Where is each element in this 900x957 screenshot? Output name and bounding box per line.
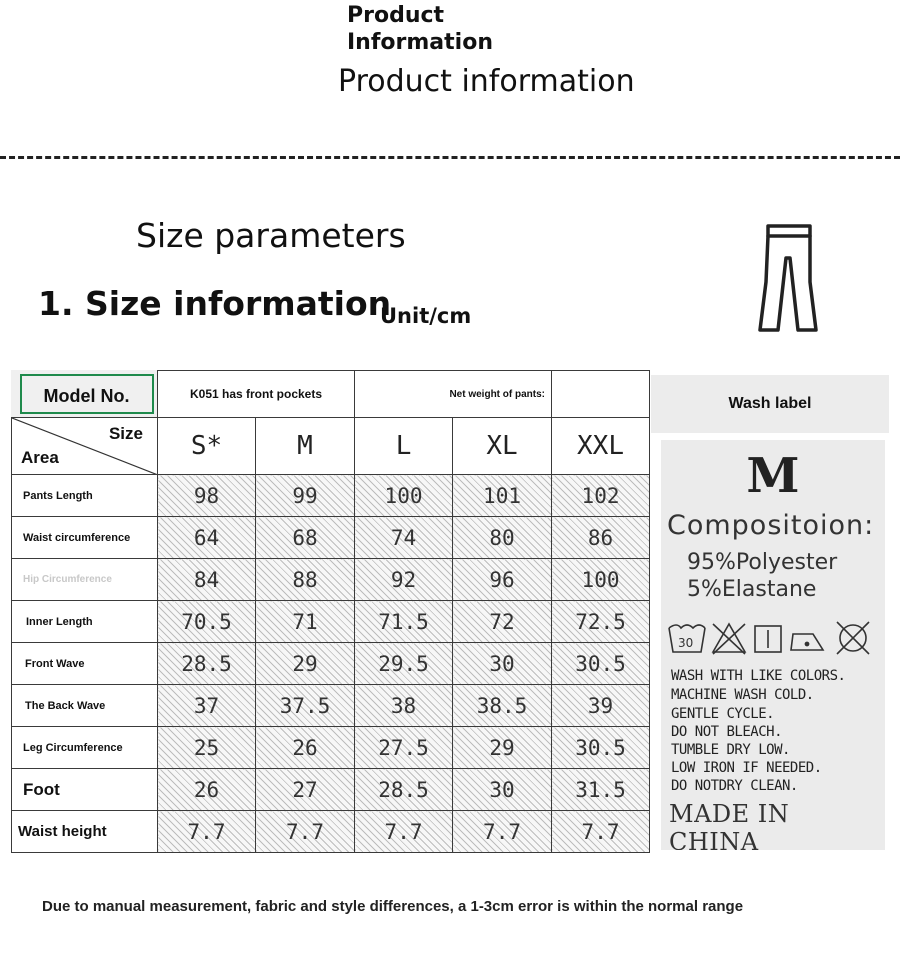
table-cell: 72 <box>453 601 552 643</box>
table-row <box>12 727 650 769</box>
page-subtitle: Product information <box>338 64 635 99</box>
table-cell: 27 <box>256 769 355 811</box>
table-cell: 96 <box>453 559 552 601</box>
care-line: TUMBLE DRY LOW. <box>671 742 790 758</box>
net-weight-value <box>552 371 650 418</box>
model-cell <box>12 371 158 418</box>
row-label: Hip Circumference <box>12 559 158 601</box>
table-cell: 64 <box>158 517 256 559</box>
size-header-row <box>12 418 650 475</box>
care-line: DO NOT BLEACH. <box>671 724 783 740</box>
care-line: LOW IRON IF NEEDED. <box>671 760 822 776</box>
size-header: M <box>256 418 355 475</box>
size-parameters-heading: Size parameters <box>136 216 406 255</box>
table-cell: 7.7 <box>158 811 256 853</box>
row-label: The Back Wave <box>12 685 158 727</box>
table-cell: 37.5 <box>256 685 355 727</box>
table-cell: 29 <box>453 727 552 769</box>
section-divider <box>0 156 900 159</box>
wash-tub-icon <box>669 625 705 652</box>
row-label: Foot <box>12 769 158 811</box>
table-top-row <box>12 371 650 418</box>
table-cell: 72.5 <box>552 601 650 643</box>
table-cell: 84 <box>158 559 256 601</box>
table-cell: 80 <box>453 517 552 559</box>
table-cell: 30 <box>453 643 552 685</box>
page-title: Product Information <box>347 3 493 55</box>
table-cell: 7.7 <box>453 811 552 853</box>
tumble-dry-icon <box>755 626 781 652</box>
table-cell: 38 <box>355 685 453 727</box>
table-cell: 102 <box>552 475 650 517</box>
row-label: Waist height <box>12 811 158 853</box>
table-row <box>12 811 650 853</box>
size-table-container <box>11 370 649 852</box>
table-row <box>12 601 650 643</box>
size-information-title: 1. Size information <box>38 284 392 323</box>
table-row <box>12 769 650 811</box>
net-weight-label: Net weight of pants: <box>355 371 552 418</box>
care-line: MACHINE WASH COLD. <box>671 687 814 703</box>
table-row <box>12 559 650 601</box>
table-cell: 99 <box>256 475 355 517</box>
measurement-disclaimer: Due to manual measurement, fabric and style differences, a 1-3cm error is within the normal range <box>42 898 744 915</box>
table-cell: 28.5 <box>355 769 453 811</box>
table-cell: 30.5 <box>552 643 650 685</box>
fiber-elastane: 5%Elastane <box>687 577 817 602</box>
fiber-polyester: 95%Polyester <box>687 550 838 575</box>
table-cell: 29.5 <box>355 643 453 685</box>
table-cell: 31.5 <box>552 769 650 811</box>
model-number-label: Model No. <box>20 374 154 414</box>
table-row <box>12 475 650 517</box>
table-cell: 30 <box>453 769 552 811</box>
table-cell: 71.5 <box>355 601 453 643</box>
row-label: Pants Length <box>12 475 158 517</box>
corner-area-label: Area <box>21 448 59 467</box>
row-label: Waist circumference <box>12 517 158 559</box>
table-cell: 101 <box>453 475 552 517</box>
table-cell: 38.5 <box>453 685 552 727</box>
table-row <box>12 685 650 727</box>
table-cell: 39 <box>552 685 650 727</box>
care-line: GENTLE CYCLE. <box>671 706 775 722</box>
wash-temp-text: 30 <box>678 636 694 650</box>
no-dryclean-icon <box>837 622 869 654</box>
table-row <box>12 517 650 559</box>
table-cell: 29 <box>256 643 355 685</box>
table-cell: 92 <box>355 559 453 601</box>
row-label: Leg Circumference <box>12 727 158 769</box>
table-cell: 26 <box>256 727 355 769</box>
size-table <box>11 370 650 853</box>
model-note: K051 has front pockets <box>158 371 355 418</box>
unit-label: Unit/cm <box>380 304 472 328</box>
table-cell: 37 <box>158 685 256 727</box>
table-cell: 7.7 <box>355 811 453 853</box>
composition-heading: Compositoion: <box>667 510 875 541</box>
table-cell: 28.5 <box>158 643 256 685</box>
wash-size-letter: M <box>746 448 800 504</box>
size-header: XXL <box>552 418 650 475</box>
size-header: L <box>355 418 453 475</box>
pants-icon <box>752 222 824 336</box>
table-cell: 100 <box>552 559 650 601</box>
table-cell: 7.7 <box>552 811 650 853</box>
table-cell: 26 <box>158 769 256 811</box>
wash-label-header: Wash label <box>651 375 889 433</box>
iron-icon <box>791 634 823 650</box>
care-line: WASH WITH LIKE COLORS. <box>671 668 846 684</box>
row-label: Inner Length <box>12 601 158 643</box>
wash-label-photo <box>661 440 885 850</box>
table-row <box>12 643 650 685</box>
care-symbols <box>667 618 881 658</box>
table-cell: 74 <box>355 517 453 559</box>
table-cell: 30.5 <box>552 727 650 769</box>
size-header: S* <box>158 418 256 475</box>
no-bleach-icon <box>713 624 745 654</box>
corner-size-label: Size <box>108 424 143 443</box>
table-cell: 27.5 <box>355 727 453 769</box>
table-cell: 7.7 <box>256 811 355 853</box>
table-cell: 100 <box>355 475 453 517</box>
table-cell: 86 <box>552 517 650 559</box>
size-header: XL <box>453 418 552 475</box>
row-label: Front Wave <box>12 643 158 685</box>
size-area-corner <box>12 418 158 475</box>
made-in-label: MADE IN CHINA <box>669 800 790 850</box>
table-cell: 98 <box>158 475 256 517</box>
table-cell: 25 <box>158 727 256 769</box>
table-cell: 68 <box>256 517 355 559</box>
care-line: DO NOTDRY CLEAN. <box>671 778 798 794</box>
table-cell: 70.5 <box>158 601 256 643</box>
table-cell: 71 <box>256 601 355 643</box>
table-cell: 88 <box>256 559 355 601</box>
